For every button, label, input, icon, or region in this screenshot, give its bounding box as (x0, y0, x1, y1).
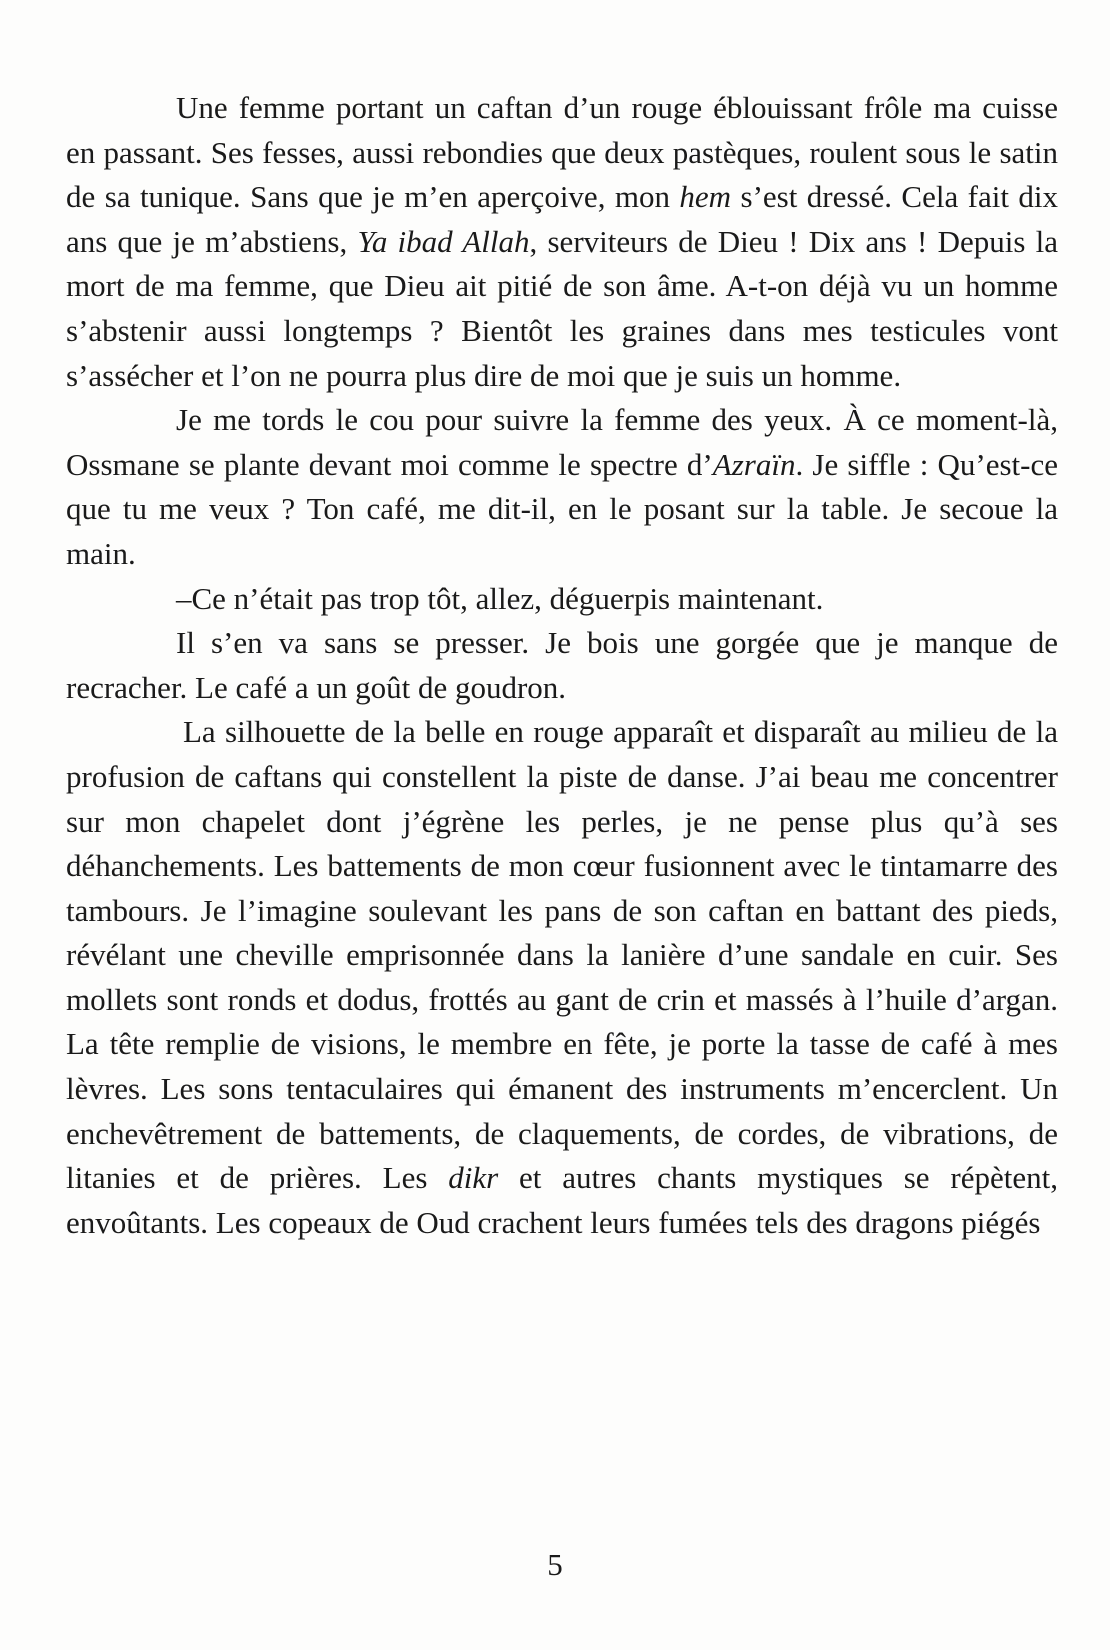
paragraph-1-segment-3: , serviteurs de Dieu ! Dix ans ! Depuis la mort de ma femme, que Dieu ait pitié de son âme. A-t-on déjà vu un homme s’abstenir aussi longtemps ? Bientôt les graines dans mes testicules vont s’assécher et l’on ne pourra plus dire de moi que je suis un homme. (66, 223, 1059, 393)
paragraph-1-italic-hem: hem (679, 179, 732, 215)
paragraph-5-segment-1: La silhouette de la belle en rouge apparaît et disparaît au milieu de la profusion de caftans qui constellent la piste de danse. J’ai beau me concentrer sur mon chapelet dont j’égrène les perles, je ne pense plus qu’à ses déhanchements. Les battements de mon cœur fusionnent avec le tintamarre des tambours. Je l’imagine soulevant les pans de son caftan en battant des pieds, révélant une cheville emprisonnée dans la lanière d’une sandale en cuir. Ses mollets sont ronds et dodus, frottés au gant de crin et massés à l’huile d’argan. La tête remplie de visions, le membre en fête, je porte la tasse de café à mes lèvres. Les sons tentaculaires qui émanent des instruments m’encerclent. Un enchevêtrement de battements, de claquements, de cordes, de vibrations, de litanies et de prières. Les (66, 714, 1058, 1196)
paragraph-2 (66, 398, 1058, 576)
paragraph-5-italic-dikr: dikr (448, 1160, 499, 1196)
paragraph-3-dialogue (66, 577, 1058, 622)
paragraph-2-segment-2: . Je siffle : Qu’est-ce que tu me veux ? Ton café, me dit-il, en le posant sur la table. Je secoue la main. (66, 446, 1058, 571)
paragraph-5 (66, 710, 1058, 1245)
paragraph-1-segment-2: s’est dressé. Cela fait dix ans que je m’abstiens, (66, 179, 1058, 259)
paragraph-5-segment-2: et autres chants mystiques se répètent, envoûtants. Les copeaux de Oud crachent leurs fumées tels des dragons piégés (66, 1160, 1058, 1240)
paragraph-1-italic-ya-ibad-allah: Ya ibad Allah (357, 223, 530, 259)
paragraph-2-italic-azrain: Azraïn (712, 446, 796, 482)
paragraph-4-segment-1: Il s’en va sans se presser. Je bois une gorgée que je manque de recracher. Le café a un goût de goudron. (66, 625, 1058, 705)
paragraph-1-segment-1: Une femme portant un caftan d’un rouge éblouissant frôle ma cuisse en passant. Ses fesses, aussi rebondies que deux pastèques, roulent sous le satin de sa tunique. Sans que je m’en aperçoive, mon (66, 90, 1058, 215)
page-number: 5 (547, 1547, 563, 1582)
paragraph-3-segment-1: –Ce n’était pas trop tôt, allez, déguerpis maintenant. (176, 580, 824, 616)
paragraph-2-segment-1: Je me tords le cou pour suivre la femme des yeux. À ce moment-là, Ossmane se plante devant moi comme le spectre d’ (66, 402, 1058, 482)
paragraph-1 (66, 86, 1058, 398)
paragraph-4 (66, 621, 1058, 710)
body-text (66, 86, 1058, 1245)
